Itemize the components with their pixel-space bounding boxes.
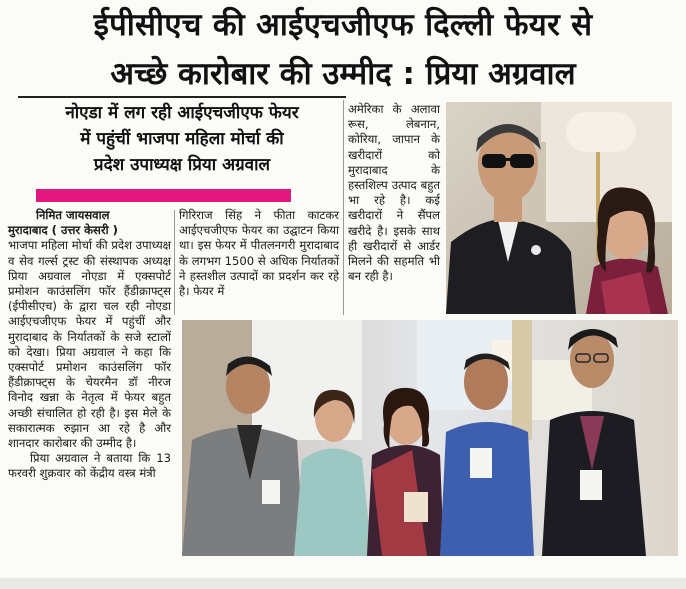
subheadline-line-2: में पहुंचीं भाजपा महिला मोर्चा की xyxy=(80,129,284,149)
headline-line-1: ईपीसीएच की आईएचजीएफ दिल्ली फेयर से xyxy=(93,7,593,43)
photo-group-image xyxy=(182,320,678,556)
subheadline-line-1: नोएडा में लग रही आईएचजीएफ फेयर xyxy=(65,103,299,123)
subheadline-line-3: प्रदेश उपाध्यक्ष प्रिया अग्रवाल xyxy=(93,155,271,175)
article-column-3 xyxy=(348,102,440,284)
page-bottom-strip xyxy=(0,578,686,589)
article-column-1 xyxy=(8,208,171,482)
body-paragraph-4: अमेरिका के अलावा रूस, लेबनान, कोरिया, जापान के खरीदारों को मुरादाबाद के हस्तशिल्प उत्पाद बहुत भा रहे है। कई खरीदारों ने सैंपल खरीदे है। इसके साथ ही खरीदारों से आर्डर मिलने की सहमति भी बन रही है। xyxy=(348,102,440,284)
photo-group xyxy=(182,320,678,556)
column-divider xyxy=(174,210,175,315)
accent-bar xyxy=(36,189,291,202)
byline-dateline: मुरादाबाद ( उत्तर केसरी ) xyxy=(8,223,118,238)
subheadline xyxy=(18,100,346,178)
body-paragraph-1: भाजपा महिला मोर्चा की प्रदेश उपाध्यक्ष व सेव गर्ल्स ट्रस्ट की संस्थापक अध्यक्ष प्रिया अग्रवाल नोएडा में एक्सपोर्ट प्रमोशन काउंसलिंग फॉर हैंडीक्राफ्ट्स (ईपीसीएच) के द्वारा चल रही नोएडा आईएचजीएफ फेयर में पहुंचीं और मुरादाबाद के निर्यातकों के सजे स्टालों को देखा। प्रिया अग्रवाल ने कहा कि एक्सपोर्ट प्रमोशन काउंसलिंग फॉर हैंडीक्राफ्ट्स के चेयरमैन डॉ नीरज विनोद खन्ना के नेतृत्व में फेयर बहुत अच्छी संचालित हो रही है। इस मेले के सकारात्मक रुझान आ रहे है और शानदार कारोबार की उम्मीद है। xyxy=(8,238,171,451)
body-paragraph-3: गिरिराज सिंह ने फीता काटकर आईएचजीएफ फेयर का उद्घाटन किया था। इस फेयर में पीतलनगरी मुरादाबाद के लगभग 1500 से अधिक निर्यातकों ने हस्तशील उत्पादों का प्रदर्शन कर रहे है। फेयर में xyxy=(179,208,339,299)
photo-portrait-pair xyxy=(446,102,672,314)
headline-line-2: अच्छे कारोबार की उम्मीद : प्रिया अग्रवाल xyxy=(110,56,576,92)
body-paragraph-2: प्रिया अग्रवाल ने बताया कि 13 फरवरी शुक्रवार को केंद्रीय वस्त्र मंत्री xyxy=(8,451,171,481)
column-divider xyxy=(343,100,344,315)
subhead-top-rule xyxy=(18,96,346,98)
article-column-2 xyxy=(179,208,339,299)
byline-author: निमित जायसवाल xyxy=(36,208,110,222)
photo-portrait-pair-image xyxy=(446,102,672,314)
